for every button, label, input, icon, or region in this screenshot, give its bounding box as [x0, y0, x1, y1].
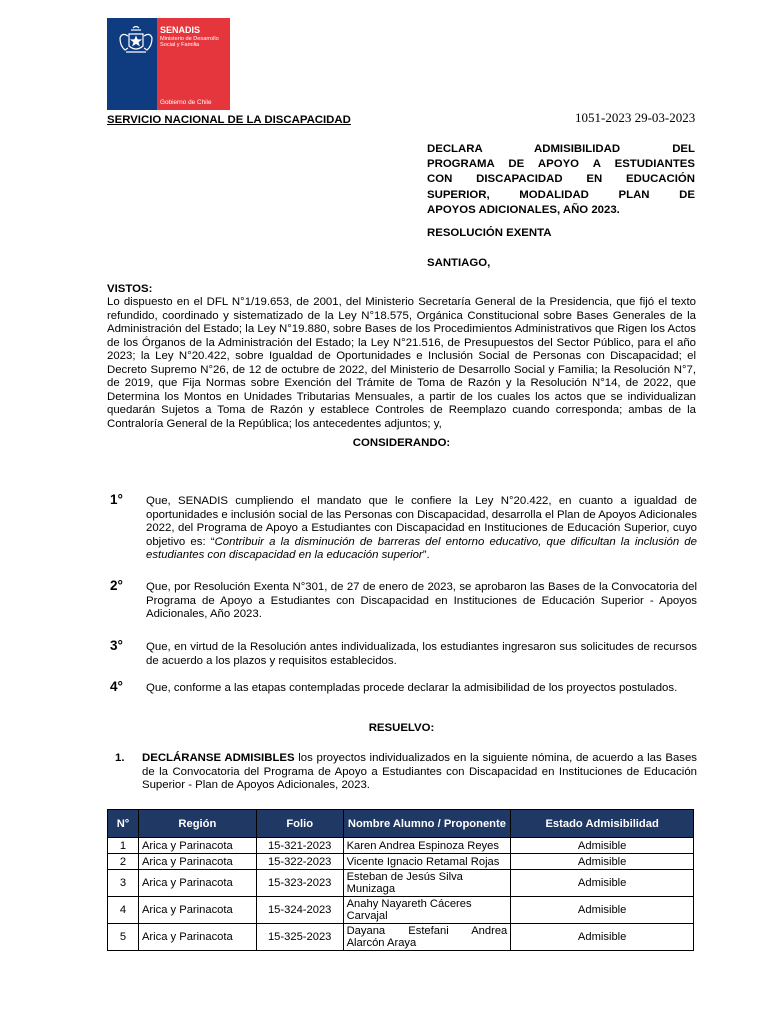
senadis-logo — [107, 18, 230, 110]
title-line: SUPERIOR, MODALIDAD PLAN DE — [427, 188, 695, 201]
cell-name: Anahy Nayareth Cáceres Carvajal — [343, 897, 511, 924]
resolution-title — [427, 142, 695, 218]
cell-number: 4 — [108, 897, 139, 924]
table-header-row — [108, 810, 694, 838]
item-number: 3° — [110, 638, 123, 653]
header-number: N° — [108, 810, 139, 838]
cell-region: Arica y Parinacota — [138, 924, 256, 951]
item-text-main: los proyectos individualizados en la siguiente nómina, de acuerdo a las Bases de la Convocatoria del Programa de Apoyo a Estudiantes con Discapacidad en Instituciones de Educación Superior - Plan de Apoyos Adicionales, 2023. — [142, 752, 698, 792]
cell-status: Admisible — [511, 897, 694, 924]
item-number: 1. — [115, 752, 125, 764]
cell-number: 1 — [108, 838, 139, 854]
reference-number: 1051-2023 29-03-2023 — [575, 110, 696, 125]
item-text — [142, 752, 697, 793]
item-text: Que, conforme a las etapas contempladas procede declarar la admisibilidad de los proyectos postulados. — [146, 682, 678, 694]
table-row — [108, 924, 694, 951]
vistos-body: Lo dispuesto en el DFL N°1/19.653, de 2001, del Ministerio Secretaría General de la Presidencia, que fijó el texto refundido, coordinado y sistematizado de la Ley N°18.575, Orgánica Constitucional sobre Bases Generales de la Administración del Estado; la Ley N°19.880, sobre Bases de los Procedimientos Administrativos que Rigen los Actos de los Órganos de la Administración del Estado; la Ley N°21.516, de Presupuestos del Sector Público, para el año 2023; la Ley N°20.422, sobre Igualdad de Oportunidades e Inclusión Social de Personas con Discapacidad; el Decreto Supremo N°26, de 12 de octubre de 2022, del Ministerio de Desarrollo Social y Familia; la Resolución N°7, de 2019, que Fija Normas sobre Exención del Trámite de Toma de Razón y la Resolución N°14, de 2022, que Determina los Montos en Unidades Tributarias Mensuales, a partir de los cuales los actos que se individualizan quedarán Sujetos a Toma de Razón y establece Controles de Reemplazo cuando corresponda; ambas de la Contraloría General de la República; los antecedentes adjuntos; y, — [107, 296, 696, 430]
cell-number: 5 — [108, 924, 139, 951]
header-region: Región — [138, 810, 256, 838]
logo-brand: SENADIS — [160, 25, 201, 35]
item-text-end: ”. — [422, 549, 430, 562]
cell-status: Admisible — [511, 854, 694, 870]
title-line: CON DISCAPACIDAD EN EDUCACIÓN — [427, 173, 695, 186]
cell-folio: 15-321-2023 — [256, 838, 343, 854]
table-row — [108, 897, 694, 924]
header-name: Nombre Alumno / Proponente — [343, 810, 511, 838]
chile-coat-of-arms-icon — [114, 24, 158, 58]
cell-name: Vicente Ignacio Retamal Rojas — [343, 854, 511, 870]
cell-region: Arica y Parinacota — [138, 897, 256, 924]
admissibility-table — [107, 809, 694, 951]
item-number: 1° — [110, 492, 123, 507]
cell-name: Dayana Estefani Andrea Alarcón Araya — [343, 924, 511, 951]
item-text: Que, en virtud de la Resolución antes individualizada, los estudiantes ingresaron sus solicitudes de recursos de acuerdo a los plazos y requisitos establecidos. — [146, 641, 697, 667]
item-text — [146, 495, 697, 563]
cell-status: Admisible — [511, 924, 694, 951]
cell-name: Karen Andrea Espinoza Reyes — [343, 838, 511, 854]
table-row — [108, 870, 694, 897]
title-line: APOYOS ADICIONALES, AÑO 2023. — [427, 203, 620, 216]
item-text: Que, por Resolución Exenta N°301, de 27 de enero de 2023, se aprobaron las Bases de la Convocatoria del Programa de Apoyo a Estudiantes con Discapacidad en Instituciones de Educación Superior - Apoyos Adicionales, Año 2023. — [146, 581, 697, 621]
cell-folio: 15-322-2023 — [256, 854, 343, 870]
cell-region: Arica y Parinacota — [138, 854, 256, 870]
cell-region: Arica y Parinacota — [138, 870, 256, 897]
considerando-heading: CONSIDERANDO: — [352, 437, 451, 449]
cell-region: Arica y Parinacota — [138, 838, 256, 854]
cell-name: Esteban de Jesús Silva Munizaga — [343, 870, 511, 897]
place-date: SANTIAGO, — [427, 257, 491, 269]
resolution-type: RESOLUCIÓN EXENTA — [427, 227, 552, 239]
logo-ministry: Ministerio de Desarrollo Social y Familia — [160, 36, 219, 49]
cell-folio: 15-324-2023 — [256, 897, 343, 924]
item-text-main: Que, SENADIS cumpliendo el mandato que le confiere la Ley N°20.422, en cuanto a igualdad de oportunidades e inclusión social de las Personas con Discapacidad, desarrolla el Plan de Apoyos Adicionales 2022, del Programa de Apoyo a Estudiantes con Discapacidad en Instituciones de Educación Superior, cuyo objetivo es: “ — [146, 495, 697, 548]
cell-number: 2 — [108, 854, 139, 870]
item-number: 4° — [110, 679, 123, 694]
cell-folio: 15-325-2023 — [256, 924, 343, 951]
agency-name: SERVICIO NACIONAL DE LA DISCAPACIDAD — [107, 114, 351, 126]
item-number: 2° — [110, 578, 123, 593]
title-line: PROGRAMA DE APOYO A ESTUDIANTES — [427, 158, 695, 171]
item-text-bold: DECLÁRANSE ADMISIBLES — [142, 752, 295, 764]
table-row — [108, 854, 694, 870]
logo-government: Gobierno de Chile — [160, 99, 212, 106]
title-line: DECLARA ADMISIBILIDAD DEL — [427, 143, 695, 155]
cell-folio: 15-323-2023 — [256, 870, 343, 897]
item-objective-quote: Contribuir a la disminución de barreras del entorno educativo, que dificultan la inclusión de estudiantes con discapacidad en la educación superior — [146, 535, 697, 562]
cell-status: Admisible — [511, 838, 694, 854]
header-status: Estado Admisibilidad — [511, 810, 694, 838]
cell-status: Admisible — [511, 870, 694, 897]
resuelvo-heading: RESUELVO: — [368, 722, 435, 734]
vistos-heading: VISTOS: — [107, 283, 153, 295]
header-folio: Folio — [256, 810, 343, 838]
table-row — [108, 838, 694, 854]
cell-number: 3 — [108, 870, 139, 897]
